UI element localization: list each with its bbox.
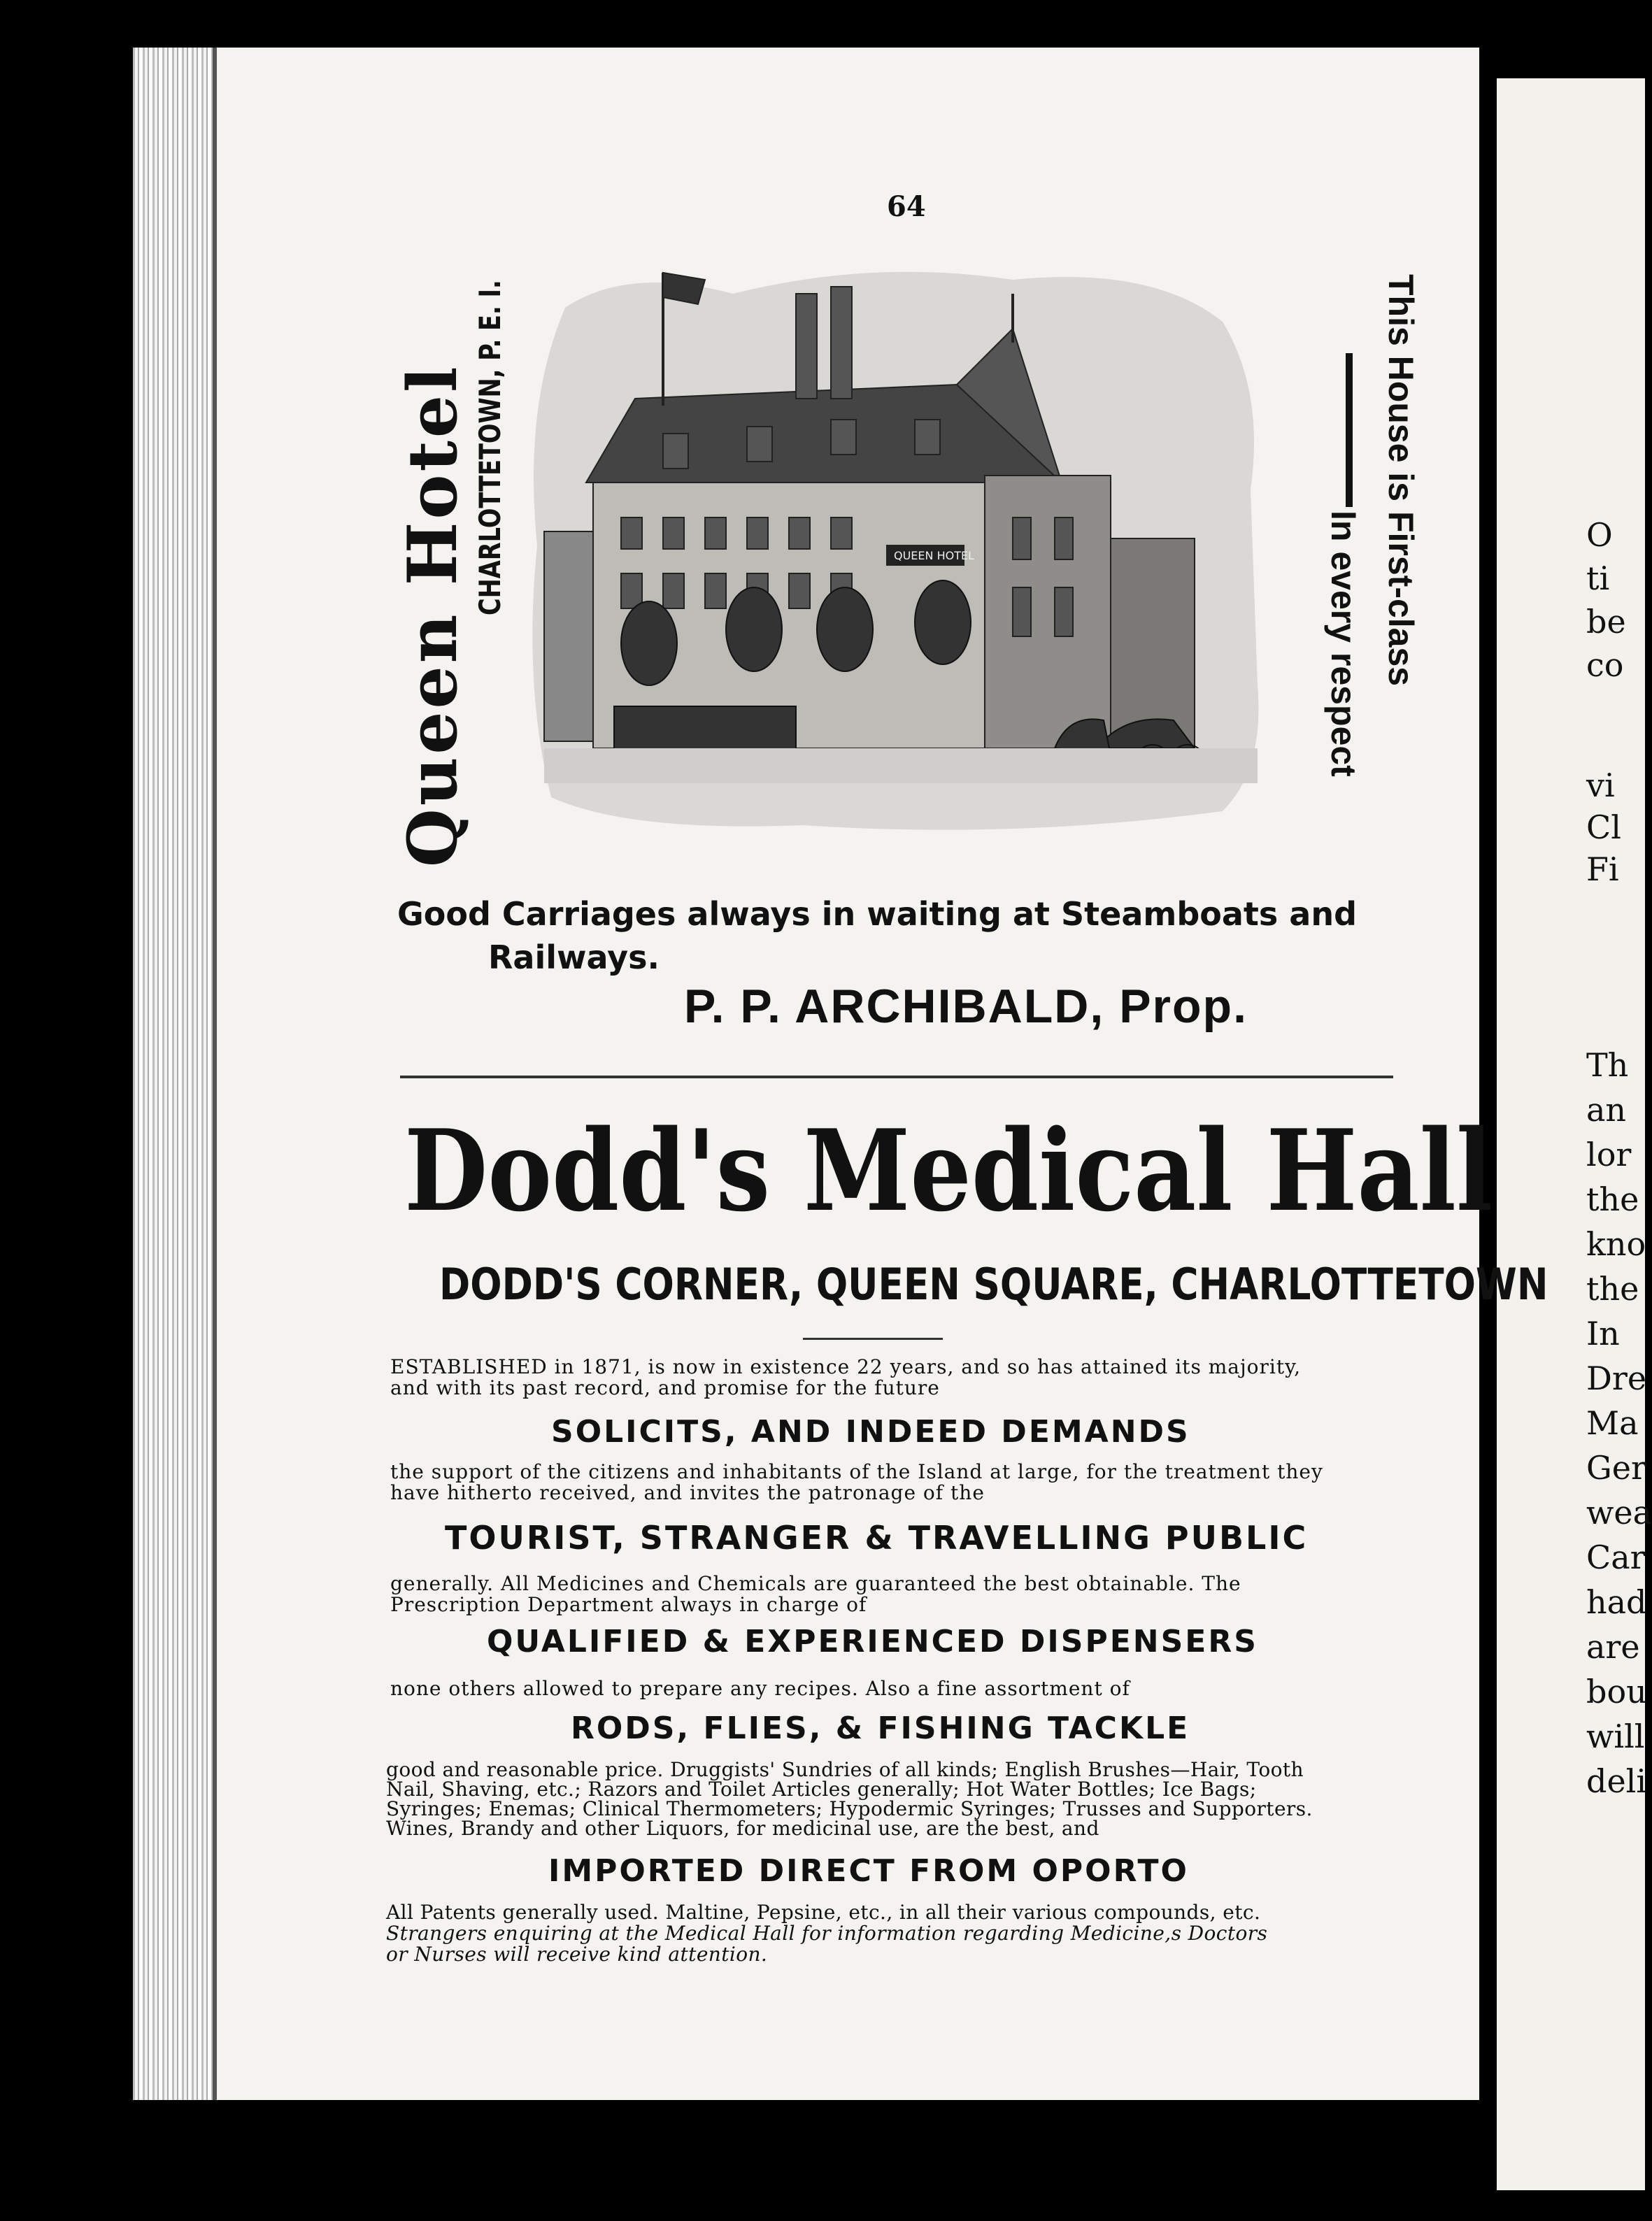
vertical-rule — [1346, 353, 1353, 507]
page-number: 64 — [887, 190, 926, 223]
carriages-line-2: Railways. — [488, 938, 660, 976]
left-wing — [544, 531, 600, 741]
facing-fragment: bou — [1586, 1673, 1647, 1711]
dormer — [747, 427, 772, 462]
para-6-line-1: All Patents generally used. Maltine, Pepsine, etc., in all their various compounds, etc. — [386, 1901, 1261, 1924]
facing-fragment: the — [1586, 1270, 1639, 1308]
facing-fragment: an — [1586, 1091, 1627, 1129]
facing-fragment: In — [1586, 1315, 1620, 1352]
facing-fragment: ti — [1586, 559, 1610, 597]
para-6-line-2: Strangers enquiring at the Medical Hall for information regarding Medicine,s Doctors — [386, 1922, 1268, 1945]
hotel-illustration — [523, 266, 1282, 846]
dormer — [663, 434, 688, 469]
crowd — [614, 706, 796, 755]
para-4-line-1: none others allowed to prepare any recipes. Also a fine assortment of — [390, 1677, 1130, 1700]
window — [1013, 587, 1031, 636]
window — [1055, 517, 1073, 559]
facing-fragment: co — [1586, 646, 1624, 684]
chimney-1 — [796, 294, 817, 399]
first-class-text: This House is First-class — [1381, 274, 1420, 687]
para-6-line-3: or Nurses will receive kind attention. — [386, 1943, 768, 1966]
window — [831, 517, 852, 549]
para-5-line-3: Syringes; Enemas; Clinical Thermometers; Hypodermic Syringes; Trusses and Supporters. — [386, 1797, 1313, 1820]
para-3-line-1: generally. All Medicines and Chemicals are guaranteed the best obtainable. The — [390, 1572, 1241, 1595]
medical-hall-title: Dodd's Medical Hall — [404, 1105, 1493, 1236]
window — [747, 517, 768, 549]
facing-fragment: O — [1586, 516, 1613, 554]
hotel-proprietor: P. P. ARCHIBALD, Prop. — [684, 980, 1248, 1033]
para-1-line-2: and with its past record, and promise for the future — [390, 1376, 940, 1399]
facing-fragment: lor — [1586, 1136, 1632, 1173]
facing-fragment: Fi — [1586, 850, 1619, 888]
hotel-sign-text: QUEEN HOTEL — [894, 549, 974, 562]
right-wing — [1111, 538, 1195, 748]
facing-fragment: are — [1586, 1628, 1640, 1666]
window — [621, 517, 642, 549]
facing-fragment: deli — [1586, 1762, 1647, 1800]
tree — [726, 587, 782, 671]
window — [1013, 517, 1031, 559]
short-divider — [803, 1338, 943, 1340]
facing-fragment: Ger — [1586, 1449, 1646, 1487]
hotel-location: CHARLOTTETOWN, P. E. I. — [473, 280, 507, 615]
para-2-line-2: have hitherto received, and invites the patronage of the — [390, 1481, 985, 1504]
window — [705, 573, 726, 608]
window — [621, 573, 642, 608]
para-2-line-1: the support of the citizens and inhabitants of the Island at large, for the treatment they — [390, 1460, 1323, 1483]
page-edges — [133, 48, 217, 2100]
ground — [544, 748, 1258, 783]
facing-fragment: be — [1586, 603, 1626, 641]
facing-fragment: will — [1586, 1717, 1645, 1755]
window — [789, 517, 810, 549]
facing-fragment: the — [1586, 1180, 1639, 1218]
medical-hall-address: DODD'S CORNER, QUEEN SQUARE, CHARLOTTETOWN — [439, 1259, 1548, 1310]
dormer — [831, 420, 856, 455]
facing-fragment: wea — [1586, 1494, 1652, 1531]
tree — [915, 580, 971, 664]
tree — [817, 587, 873, 671]
facing-fragment: Th — [1586, 1046, 1629, 1084]
window — [789, 573, 810, 608]
facing-fragment: Cl — [1586, 808, 1621, 846]
carriages-line-1: Good Carriages always in waiting at Steamboats and — [397, 895, 1358, 933]
facing-fragment: Dre — [1586, 1359, 1647, 1397]
para-3-line-2: Prescription Department always in charge of — [390, 1593, 867, 1616]
window — [663, 573, 684, 608]
every-respect-text: In every respect — [1324, 510, 1363, 777]
window — [663, 517, 684, 549]
facing-fragment: had — [1586, 1583, 1647, 1621]
heading-solicits: SOLICITS, AND INDEED DEMANDS — [551, 1414, 1190, 1450]
para-5-line-1: good and reasonable price. Druggists' Sundries of all kinds; English Brushes—Hair, Tooth — [386, 1758, 1304, 1781]
para-5-line-2: Nail, Shaving, etc.; Razors and Toilet Articles generally; Hot Water Bottles; Ice Bags; — [386, 1778, 1257, 1801]
facing-fragment: vi — [1586, 766, 1615, 804]
window — [1055, 587, 1073, 636]
side-facade — [985, 476, 1111, 748]
para-1-line-1: ESTABLISHED in 1871, is now in existence 22 years, and so has attained its majority, — [390, 1355, 1302, 1378]
heading-dispensers: QUALIFIED & EXPERIENCED DISPENSERS — [487, 1624, 1258, 1659]
tree — [621, 601, 677, 685]
para-5-line-4: Wines, Brandy and other Liquors, for medicinal use, are the best, and — [386, 1817, 1099, 1840]
facing-page — [1497, 78, 1645, 2190]
facing-fragment: Car — [1586, 1538, 1646, 1576]
heading-oporto: IMPORTED DIRECT FROM OPORTO — [548, 1853, 1189, 1889]
window — [705, 517, 726, 549]
dormer — [915, 420, 940, 455]
heading-tourist: TOURIST, STRANGER & TRAVELLING PUBLIC — [445, 1519, 1309, 1557]
facing-fragment: kno — [1586, 1225, 1646, 1263]
section-divider — [400, 1076, 1393, 1078]
heading-fishing: RODS, FLIES, & FISHING TACKLE — [571, 1711, 1190, 1746]
facing-fragment: Ma — [1586, 1404, 1639, 1442]
hotel-name: Queen Hotel — [393, 364, 472, 867]
chimney-2 — [831, 287, 852, 399]
